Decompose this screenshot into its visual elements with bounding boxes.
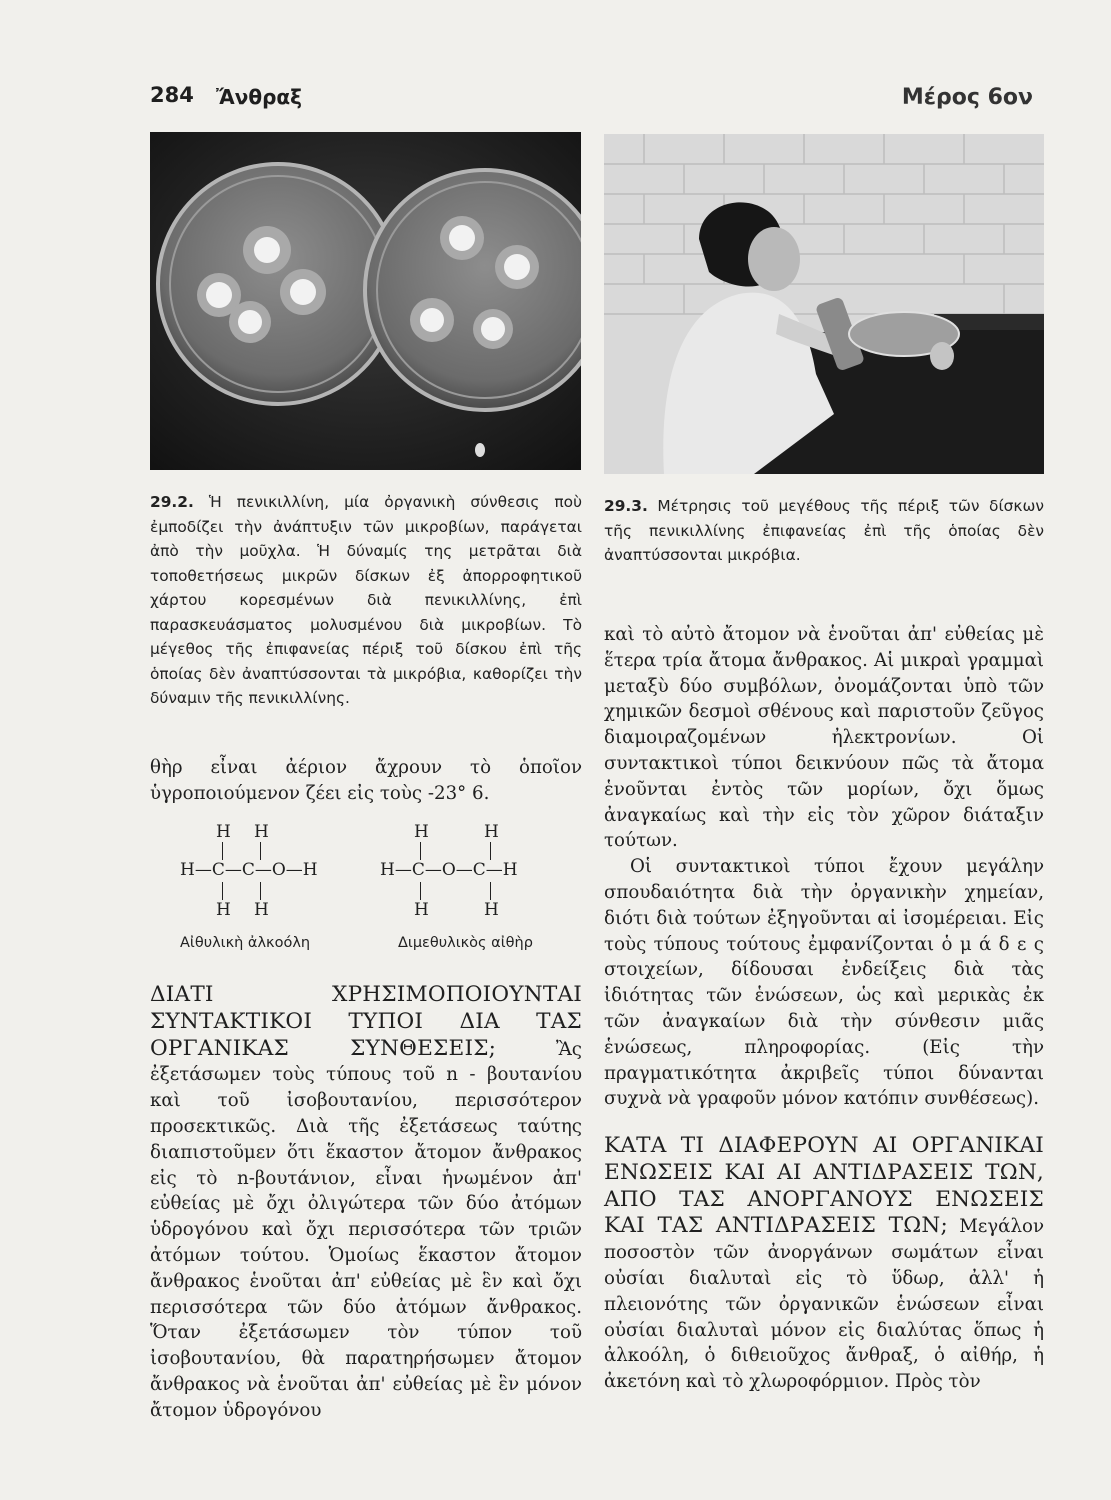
part-title: Μέρος 6ον [901,85,1033,110]
atom-h: H [254,822,269,842]
chapter-title: Ἄνθραξ [216,85,302,109]
paragraph-valence-bonds: καὶ τὸ αὐτὸ ἄτομον νὰ ἑνοῦται ἀπ' εὐθείας μὲ ἕτερα τρία ἄτομα ἄνθρακος. Αἱ μικραὶ γραμμαὶ μεταξὺ δύο συμβόλων, ὀνομάζονται ὑπὸ τῶν χημικῶν δεσμοὶ σθένους καὶ παριστοῦν ζεῦγος διαμοιραζομένων ἠλεκτρονίων. Οἱ συντακτικοὶ τύποι δεικνύουν πῶς τὰ ἄτομα ἑνοῦνται ἐντὸς τῶν μορίων, ὄχι ὅμως ἀναγκαίως καὶ τὴν εἰς τὸν χῶρον διάταξιν τούτων. [604,624,1044,852]
atom-h: H [216,900,231,920]
caption-text: Ἡ πενικιλλίνη, μία ὀργανικὴ σύνθεσις ποὺ ἐμποδίζει τὴν ἀνάπτυξιν τῶν μικροβίων, παράγεται ἀπὸ τὴν μοῦχλα. Ἡ δύναμίς της μετρᾶται διὰ τοποθετήσεως μικρῶν δίσκων ἐξ ἀπορροφητικοῦ χάρτου κορεσμένων διὰ πενικιλλίνης, ἐπὶ παρασκευάσματος μολυσμένου διὰ μικροβίων. Τὸ μέγεθος τῆς ἐπιφανείας πέριξ τοῦ δίσκου ἐπὶ τῆς ὁποίας δὲν ἀναπτύσσονται τὰ μικρόβια, καθορίζει τὴν δύναμιν τῆς πενικιλλίνης. [150,493,582,707]
atom-h: H [484,822,499,842]
figure-29-3-caption [604,494,1044,568]
section-heading: ΚΑΤΑ ΤΙ ΔΙΑΦΕΡΟΥΝ ΑΙ ΟΡΓΑΝΙΚΑΙ ΕΝΩΣΕΙΣ ΚΑΙ ΑΙ ΑΝΤΙΔΡΑΣΕΙΣ ΤΩΝ, ΑΠΟ ΤΑΣ ΑΝΟΡΓΑΝΟΥΣ ΕΝΩΣΕΙΣ ΚΑΙ ΤΑΣ ΑΝΤΙΔΡΑΣΕΙΣ ΤΩΝ; [604,1133,1044,1239]
petri-dishes-photo [150,132,581,470]
ethanol-formula: H—C—C—O—H [180,860,318,880]
section-body: Μεγάλον ποσοστὸν τῶν ἀνοργάνων σωμάτων εἶναι οὐσίαι διαλυταὶ εἰς τὸ ὕδωρ, ἀλλ' ἡ πλειονότης τῶν ὀργανικῶν ἑνώσεων εἶναι οὐσίαι διαλυταὶ μόνον εἰς διαλύτας ὅπως ἡ ἀλκοόλη, ὁ διθειοῦχος ἄνθραξ, ὁ αἰθήρ, ἡ ἀκετόνη καὶ τὸ χλωροφόρμιον. Πρὸς τὸν [604,1216,1044,1393]
atom-h: H [414,822,429,842]
ether-intro-text: θὴρ εἶναι ἀέριον ἄχρουν τὸ ὁποῖον ὑγροποιούμενον ζέει εἰς τοὺς -23° 6. [150,757,582,804]
section-heading: ΔΙΑΤΙ ΧΡΗΣΙΜΟΠΟΙΟΥΝΤΑΙ ΣΥΝΤΑΚΤΙΚΟΙ ΤΥΠΟΙ ΔΙΑ ΤΑΣ ΟΡΓΑΝΙΚΑΣ ΣΥΝΘΕΣΕΙΣ; [150,982,582,1061]
right-column [604,622,1044,1112]
ether-label: Διμεθυλικὸς αἰθὴρ [398,935,533,951]
section-body: Ἂς ἐξετάσωμεν τοὺς τύπους τοῦ n - βουτανίου καὶ τοῦ ἰσοβουτανίου, περισσότερον προσεκτικῶς. Διὰ τῆς ἐξετάσεως ταύτης διαπιστοῦμεν ὅτι ἕκαστον ἄτομον ἄνθρακος εἰς τὸ n-βουτάνιον, εἶναι ἡνωμένον ἀπ' εὐθείας μὲ ὄχι ὀλιγώτερα τῶν δύο ἀτόμων ὑδρογόνου καὶ ὄχι περισσότερα τῶν τριῶν ἀτόμων τούτου. Ὁμοίως ἕκαστον ἄτομον ἄνθρακος ἑνοῦται ἀπ' εὐθείας μὲ ἓν καὶ ὄχι περισσότερα τῶν δύο ἀτόμων ἄνθρακος. Ὅταν ἐξετάσωμεν τὸν τύπον τοῦ ἰσοβουτανίου, θὰ παρατηρήσωμεν ἄτομον ἄνθρακος νὰ ἑνοῦται ἀπ' εὐθείας μὲ ἓν μόνον ἄτομον ὑδρογόνου [150,1038,582,1421]
atom-h: H [216,822,231,842]
left-column [150,755,582,807]
caption-text: Μέτρησις τοῦ μεγέθους τῆς πέριξ τῶν δίσκων τῆς πενικιλλίνης ἐπιφανείας ἐπὶ τῆς ὁποίας δὲν ἀναπτύσσονται μικρόβια. [604,497,1044,564]
figure-number: 29.3. [604,497,648,515]
lab-technician-photo [604,134,1044,474]
ether-formula: H—C—O—C—H [380,860,518,880]
right-section [604,1133,1044,1395]
page-number: 284 [150,83,194,107]
figure-29-2-caption [150,490,582,711]
left-section [150,982,582,1424]
paragraph-structural-formulas: Οἱ συντακτικοὶ τύποι ἔχουν μεγάλην σπουδαιότητα διὰ τὴν ὀργανικὴν χημείαν, διότι διὰ τούτων ἐξηγοῦνται αἱ ἰσομέρειαι. Εἰς τοὺς τύπους τούτους ἐμφανίζονται ὁ μ ά δ ε ς στοιχείων, δίδουσαι ἐνδείξεις διὰ τὰς ἰδιότητας τῶν ἑνώσεων, ὡς καὶ μερικὰς ἐκ τῶν ἀναγκαίων διὰ τὴν σύνθεσιν μιᾶς ἑνώσεως, πληροφορίας. (Εἰς τὴν πραγματικότητα ἀκριβεῖς τύποι δύνανται συχνὰ νὰ γραφοῦν μόνον κατόπιν συνθέσεως). [604,856,1044,1110]
atom-h: H [414,900,429,920]
ethanol-label: Αἰθυλικὴ ἀλκοόλη [180,935,311,951]
figure-number: 29.2. [150,493,194,511]
atom-h: H [254,900,269,920]
atom-h: H [484,900,499,920]
